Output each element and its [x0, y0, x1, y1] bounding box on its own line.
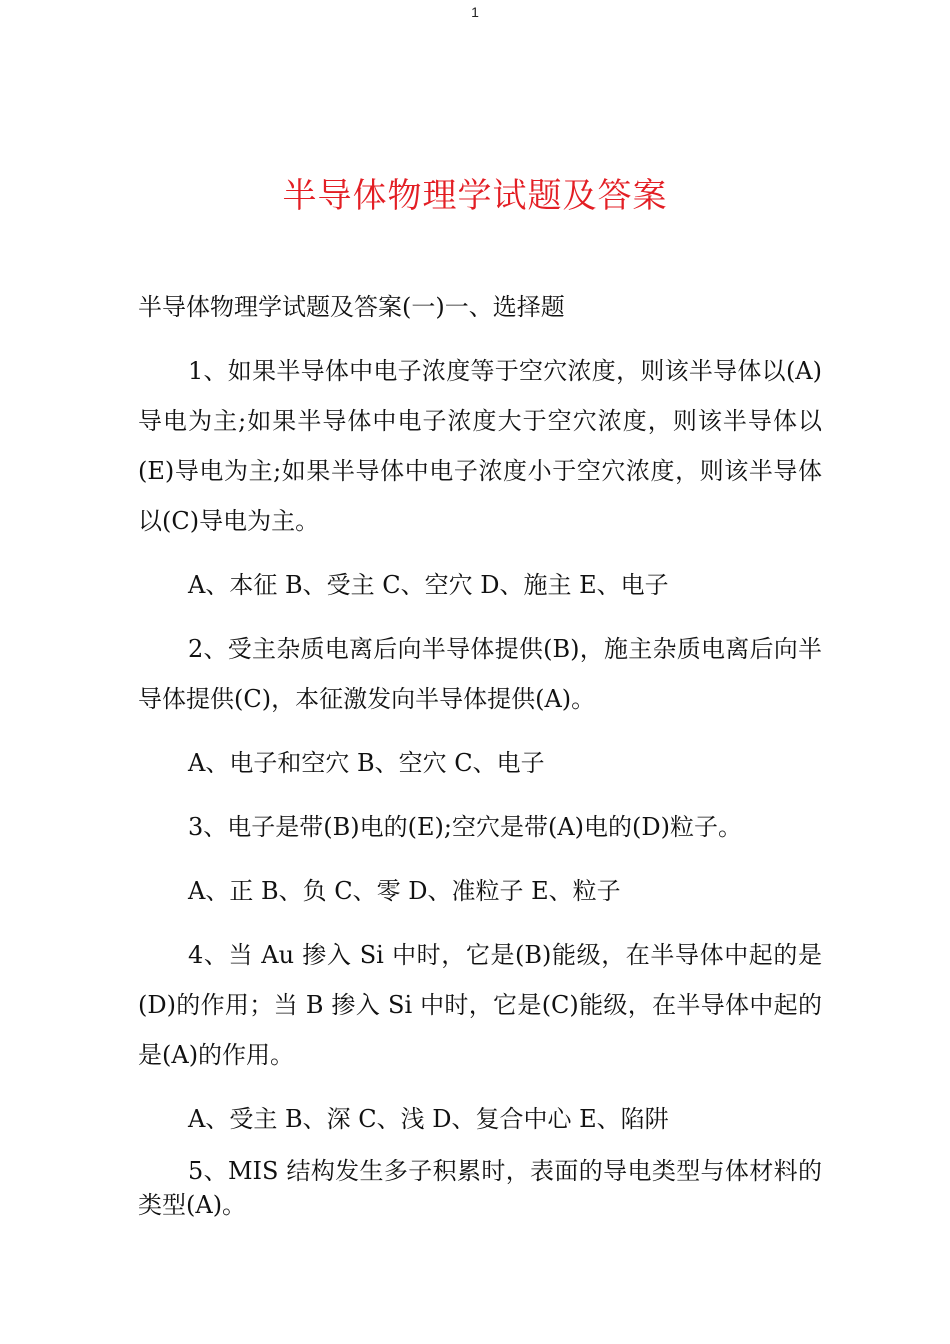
page-number: 1 [471, 4, 479, 20]
question-4-options: A、受主 B、深 C、浅 D、复合中心 E、陷阱 [188, 1105, 669, 1133]
section-heading: 半导体物理学试题及答案(一)一、选择题 [138, 293, 565, 321]
question-3-options: A、正 B、负 C、零 D、准粒子 E、粒子 [188, 877, 621, 905]
question-1-options: A、本征 B、受主 C、空穴 D、施主 E、电子 [188, 571, 669, 599]
document-body [138, 282, 822, 1222]
question-5: 5、MIS 结构发生多子积累时，表面的导电类型与体材料的类型(A)。 [138, 1157, 822, 1219]
question-3: 3、电子是带(B)电的(E);空穴是带(A)电的(D)粒子。 [188, 813, 742, 841]
question-2: 2、受主杂质电离后向半导体提供(B)，施主杂质电离后向半导体提供(C)，本征激发向半导体提供(A)。 [138, 635, 822, 713]
document-title: 半导体物理学试题及答案 [282, 176, 668, 216]
question-2-options: A、电子和空穴 B、空穴 C、电子 [188, 749, 545, 777]
question-4: 4、当 Au 掺入 Si 中时，它是(B)能级，在半导体中起的是(D)的作用；当 B 掺入 Si 中时，它是(C)能级，在半导体中起的是(A)的作用。 [138, 941, 822, 1069]
question-1: 1、如果半导体中电子浓度等于空穴浓度，则该半导体以(A)导电为主;如果半导体中电子浓度大于空穴浓度，则该半导体以(E)导电为主;如果半导体中电子浓度小于空穴浓度，则该半导体以(C)导电为主。 [138, 357, 822, 535]
